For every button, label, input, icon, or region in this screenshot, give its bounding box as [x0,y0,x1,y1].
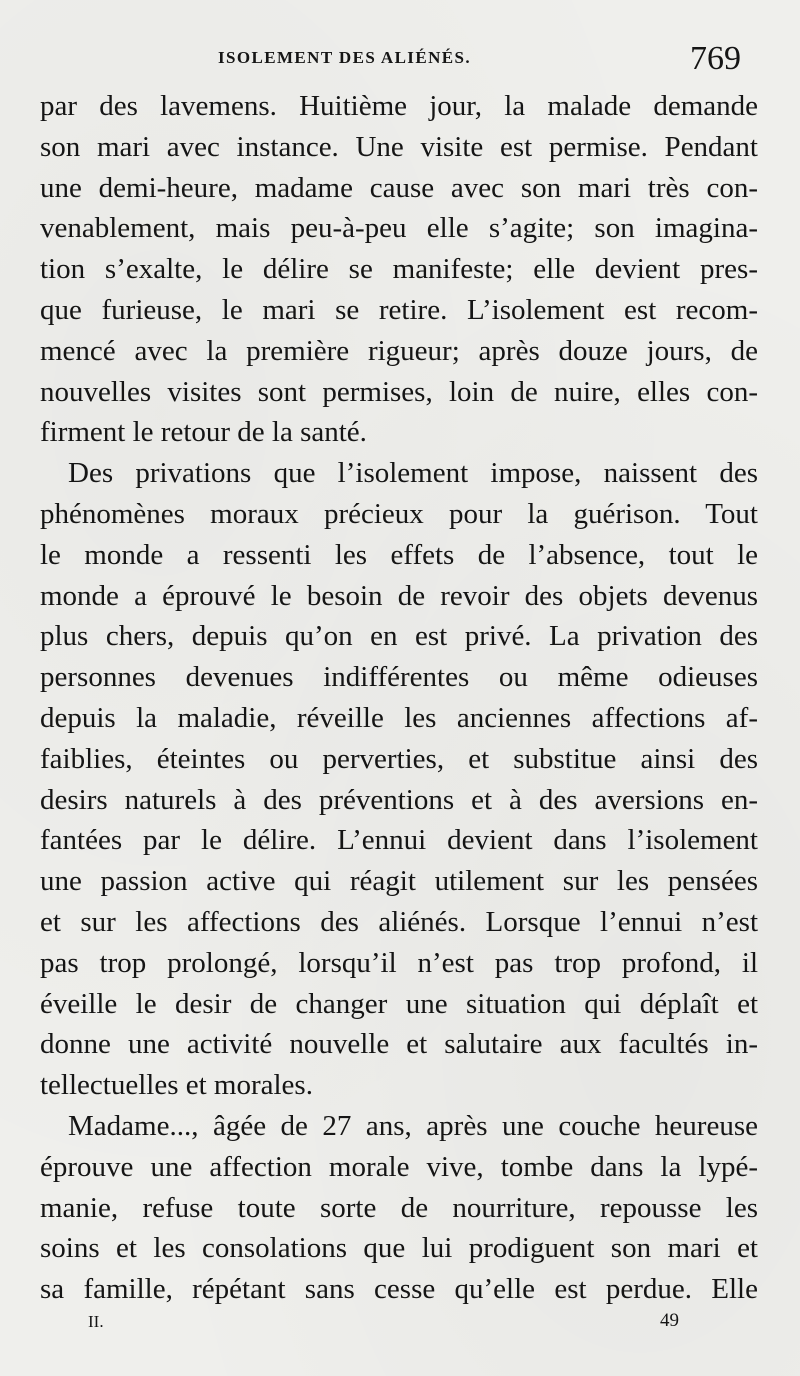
text-line: le monde a ressenti les effets de l’absence, tout le [40,538,758,571]
text-line: une demi-heure, madame cause avec son mari très con- [40,171,758,204]
text-line: Des privations que l’isolement impose, naissent des [68,457,758,490]
text-line: par des lavemens. Huitième jour, la malade demande [40,90,758,122]
text-line: manie, refuse toute sorte de nourriture, repousse les [40,1191,758,1224]
text-line: tellectuelles et morales. [40,1069,313,1102]
signature-mark: II. [88,1312,104,1331]
text-line: sa famille, répétant sans cesse qu’elle est perdue. Elle [40,1273,758,1306]
sheet-number: 49 [660,1310,679,1331]
text-line: éveille le desir de changer une situation qui déplaît et [40,987,758,1020]
text-line: tion s’exalte, le délire se manifeste; elle devient pres- [40,253,758,286]
text-line: mencé avec la première rigueur; après douze jours, de [40,334,758,367]
text-line: pas trop prolongé, lorsqu’il n’est pas trop profond, il [40,946,758,979]
text-line: que furieuse, le mari se retire. L’isolement est recom- [40,293,758,326]
running-head [0,40,800,80]
text-line: venablement, mais peu-à-peu elle s’agite; son imagina- [40,212,758,245]
text-line: personnes devenues indifférentes ou même odieuses [40,661,758,694]
text-line: Madame..., âgée de 27 ans, après une couche heureuse [68,1109,758,1142]
text-line: plus chers, depuis qu’on en est privé. La privation des [40,620,758,653]
text-line: son mari avec instance. Une visite est permise. Pendant [40,130,758,163]
page-number: 769 [690,40,741,77]
text-line: éprouve une affection morale vive, tombe dans la lypé- [40,1150,758,1183]
text-line: faiblies, éteintes ou perverties, et substitue ainsi des [40,742,758,775]
text-line: phénomènes moraux précieux pour la guérison. Tout [40,497,758,530]
text-line: depuis la maladie, réveille les anciennes affections af- [40,701,758,734]
text-line: desirs naturels à des préventions et à des aversions en- [40,783,758,816]
body-text [40,86,758,1310]
text-line: nouvelles visites sont permises, loin de nuire, elles con- [40,375,758,408]
text-line: une passion active qui réagit utilement sur les pensées [40,865,758,898]
text-line: monde a éprouvé le besoin de revoir des objets devenus [40,579,758,612]
text-line: et sur les affections des aliénés. Lorsque l’ennui n’est [40,905,758,938]
text-line: fantées par le délire. L’ennui devient dans l’isolement [40,824,758,857]
text-line: donne une activité nouvelle et salutaire aux facultés in- [40,1028,758,1061]
text-line: firment le retour de la santé. [40,416,367,449]
running-title: ISOLEMENT DES ALIÉNÉS. [218,48,471,67]
text-line: soins et les consolations que lui prodiguent son mari et [40,1232,758,1265]
